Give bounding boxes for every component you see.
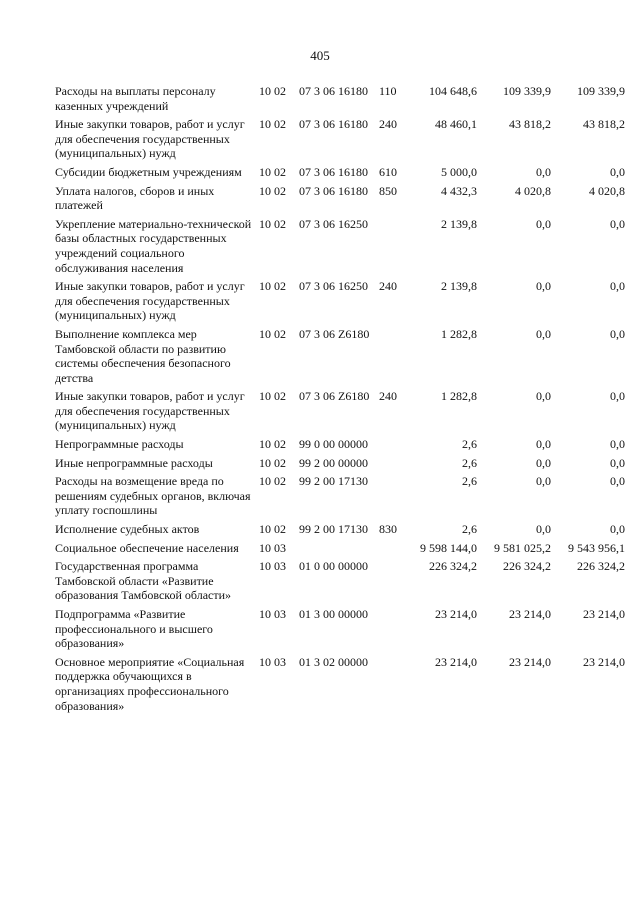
row-section-code: 10 02 xyxy=(259,389,286,404)
row-target-code: 01 3 00 00000 xyxy=(299,607,368,621)
row-name: Подпрограмма «Развитие профессионального и высшего образования» xyxy=(55,607,213,651)
row-section-code: 10 03 xyxy=(259,559,286,574)
row-expense-type xyxy=(379,217,405,279)
row-section-code: 10 03 xyxy=(259,607,286,621)
row-section-code: 10 02 xyxy=(259,279,286,294)
table-row xyxy=(55,541,625,560)
row-target-code: 07 3 06 Z6180 xyxy=(299,326,370,341)
row-name: Государственная программа Тамбовской области «Развитие образования Тамбовской области» xyxy=(55,559,232,603)
row-amount-year-2: 0,0 xyxy=(536,455,551,470)
row-amount-year-1: 2,6 xyxy=(462,522,477,537)
row-section-code: 10 02 xyxy=(259,437,286,452)
table-row xyxy=(55,84,625,117)
row-section-code: 10 02 xyxy=(259,164,286,179)
row-amount-year-3: 0,0 xyxy=(610,216,625,231)
row-amount-year-3: 9 543 956,1 xyxy=(568,540,625,555)
row-amount-year-1: 48 460,1 xyxy=(435,117,477,132)
row-expense-type: 830 xyxy=(379,522,397,537)
table-row xyxy=(55,522,625,541)
row-amount-year-3: 0,0 xyxy=(610,474,625,489)
row-section-code: 10 02 xyxy=(259,522,286,537)
row-amount-year-3: 0,0 xyxy=(610,279,625,294)
table-row xyxy=(55,117,625,165)
row-target-code: 99 2 00 17130 xyxy=(299,474,368,489)
row-expense-type xyxy=(379,655,405,717)
row-expense-type xyxy=(379,559,405,607)
table-row xyxy=(55,165,625,184)
row-amount-year-3: 0,0 xyxy=(610,164,625,179)
row-amount-year-2: 0,0 xyxy=(536,326,551,341)
row-name: Иные непрограммные расходы xyxy=(55,455,213,470)
row-name: Непрограммные расходы xyxy=(55,437,184,452)
row-amount-year-2: 9 581 025,2 xyxy=(494,540,551,555)
row-name: Исполнение судебных актов xyxy=(55,522,200,537)
row-name: Укрепление материально-технической базы областных государственных учреждений социального обслуживания населения xyxy=(55,216,252,275)
row-expense-type: 240 xyxy=(379,279,397,294)
row-section-code: 10 02 xyxy=(259,474,286,489)
row-name: Субсидии бюджетным учреждениям xyxy=(55,164,242,179)
row-amount-year-1: 2,6 xyxy=(462,455,477,470)
row-name: Иные закупки товаров, работ и услуг для обеспечения государственных (муниципальных) нужд xyxy=(55,389,245,433)
table-row xyxy=(55,437,625,456)
table-row xyxy=(55,217,625,279)
row-target-code: 99 2 00 17130 xyxy=(299,522,368,537)
row-amount-year-1: 23 214,0 xyxy=(435,654,477,669)
row-amount-year-2: 109 339,9 xyxy=(503,84,551,98)
table-row xyxy=(55,655,625,717)
row-amount-year-1: 226 324,2 xyxy=(429,559,477,574)
row-section-code: 10 03 xyxy=(259,654,286,669)
row-amount-year-2: 226 324,2 xyxy=(503,559,551,574)
table-row xyxy=(55,559,625,607)
table-row xyxy=(55,474,625,522)
row-expense-type: 240 xyxy=(379,117,397,132)
row-target-code: 07 3 06 16250 xyxy=(299,279,368,294)
row-amount-year-3: 43 818,2 xyxy=(583,117,625,132)
row-amount-year-2: 0,0 xyxy=(536,216,551,231)
budget-table-body xyxy=(55,84,625,717)
table-row xyxy=(55,456,625,475)
row-amount-year-2: 23 214,0 xyxy=(509,654,551,669)
row-amount-year-3: 0,0 xyxy=(610,455,625,470)
row-expense-type xyxy=(379,327,405,389)
row-target-code: 01 3 02 00000 xyxy=(299,654,368,669)
budget-table xyxy=(55,84,625,717)
row-amount-year-2: 23 214,0 xyxy=(509,607,551,621)
row-target-code: 01 0 00 00000 xyxy=(299,559,368,574)
row-expense-type xyxy=(379,607,405,655)
row-target-code: 99 0 00 00000 xyxy=(299,437,368,452)
row-amount-year-3: 0,0 xyxy=(610,522,625,537)
row-name: Иные закупки товаров, работ и услуг для обеспечения государственных (муниципальных) нужд xyxy=(55,279,245,323)
row-amount-year-3: 0,0 xyxy=(610,326,625,341)
row-section-code: 10 02 xyxy=(259,326,286,341)
row-amount-year-3: 23 214,0 xyxy=(583,607,625,621)
row-target-code: 99 2 00 00000 xyxy=(299,455,368,470)
row-expense-type: 610 xyxy=(379,164,397,179)
row-target-code: 07 3 06 16180 xyxy=(299,183,368,198)
row-section-code: 10 02 xyxy=(259,117,286,132)
row-name: Уплата налогов, сборов и иных платежей xyxy=(55,183,215,213)
row-amount-year-3: 23 214,0 xyxy=(583,654,625,669)
row-amount-year-3: 0,0 xyxy=(610,437,625,452)
row-amount-year-2: 0,0 xyxy=(536,279,551,294)
row-expense-type xyxy=(379,437,405,456)
row-amount-year-2: 4 020,8 xyxy=(515,183,551,198)
row-target-code: 07 3 06 16180 xyxy=(299,84,368,98)
row-target-code xyxy=(299,541,379,560)
row-name: Основное мероприятие «Социальная поддержка обучающихся в организациях профессионального образования» xyxy=(55,654,245,713)
row-amount-year-1: 23 214,0 xyxy=(435,607,477,621)
table-row xyxy=(55,327,625,389)
row-expense-type: 240 xyxy=(379,389,397,404)
row-amount-year-3: 4 020,8 xyxy=(589,183,625,198)
row-amount-year-1: 5 000,0 xyxy=(441,164,477,179)
row-section-code: 10 02 xyxy=(259,183,286,198)
row-amount-year-2: 0,0 xyxy=(536,437,551,452)
row-amount-year-1: 2,6 xyxy=(462,474,477,489)
row-amount-year-3: 109 339,9 xyxy=(577,84,625,98)
row-amount-year-1: 1 282,8 xyxy=(441,389,477,404)
row-amount-year-2: 0,0 xyxy=(536,522,551,537)
page-number: 405 xyxy=(310,48,330,63)
row-expense-type: 110 xyxy=(379,84,397,98)
row-name: Расходы на выплаты персоналу казенных учреждений xyxy=(55,84,216,113)
row-expense-type xyxy=(379,456,405,475)
row-amount-year-2: 0,0 xyxy=(536,474,551,489)
row-section-code: 10 02 xyxy=(259,84,286,98)
row-amount-year-1: 2,6 xyxy=(462,437,477,452)
row-amount-year-1: 1 282,8 xyxy=(441,326,477,341)
row-target-code: 07 3 06 16180 xyxy=(299,117,368,132)
row-amount-year-1: 4 432,3 xyxy=(441,183,477,198)
row-section-code: 10 03 xyxy=(259,540,286,555)
row-section-code: 10 02 xyxy=(259,216,286,231)
row-amount-year-1: 2 139,8 xyxy=(441,216,477,231)
row-name: Выполнение комплекса мер Тамбовской области по развитию системы обеспечения безопасного детства xyxy=(55,326,231,385)
row-amount-year-3: 0,0 xyxy=(610,389,625,404)
row-amount-year-1: 104 648,6 xyxy=(429,84,477,98)
table-row xyxy=(55,389,625,437)
row-name: Иные закупки товаров, работ и услуг для обеспечения государственных (муниципальных) нужд xyxy=(55,117,245,161)
row-expense-type xyxy=(379,541,405,560)
table-row xyxy=(55,279,625,327)
row-amount-year-1: 9 598 144,0 xyxy=(420,540,477,555)
row-target-code: 07 3 06 16180 xyxy=(299,164,368,179)
table-row xyxy=(55,607,625,655)
row-amount-year-3: 226 324,2 xyxy=(577,559,625,574)
table-row xyxy=(55,184,625,217)
row-target-code: 07 3 06 16250 xyxy=(299,216,368,231)
row-amount-year-2: 0,0 xyxy=(536,389,551,404)
row-amount-year-2: 0,0 xyxy=(536,164,551,179)
row-name: Социальное обеспечение населения xyxy=(55,540,239,555)
row-section-code: 10 02 xyxy=(259,455,286,470)
row-amount-year-2: 43 818,2 xyxy=(509,117,551,132)
row-target-code: 07 3 06 Z6180 xyxy=(299,389,370,404)
row-expense-type xyxy=(379,474,405,522)
row-amount-year-1: 2 139,8 xyxy=(441,279,477,294)
row-expense-type: 850 xyxy=(379,183,397,198)
row-name: Расходы на возмещение вреда по решениям судебных органов, включая уплату госпошлины xyxy=(55,474,251,518)
